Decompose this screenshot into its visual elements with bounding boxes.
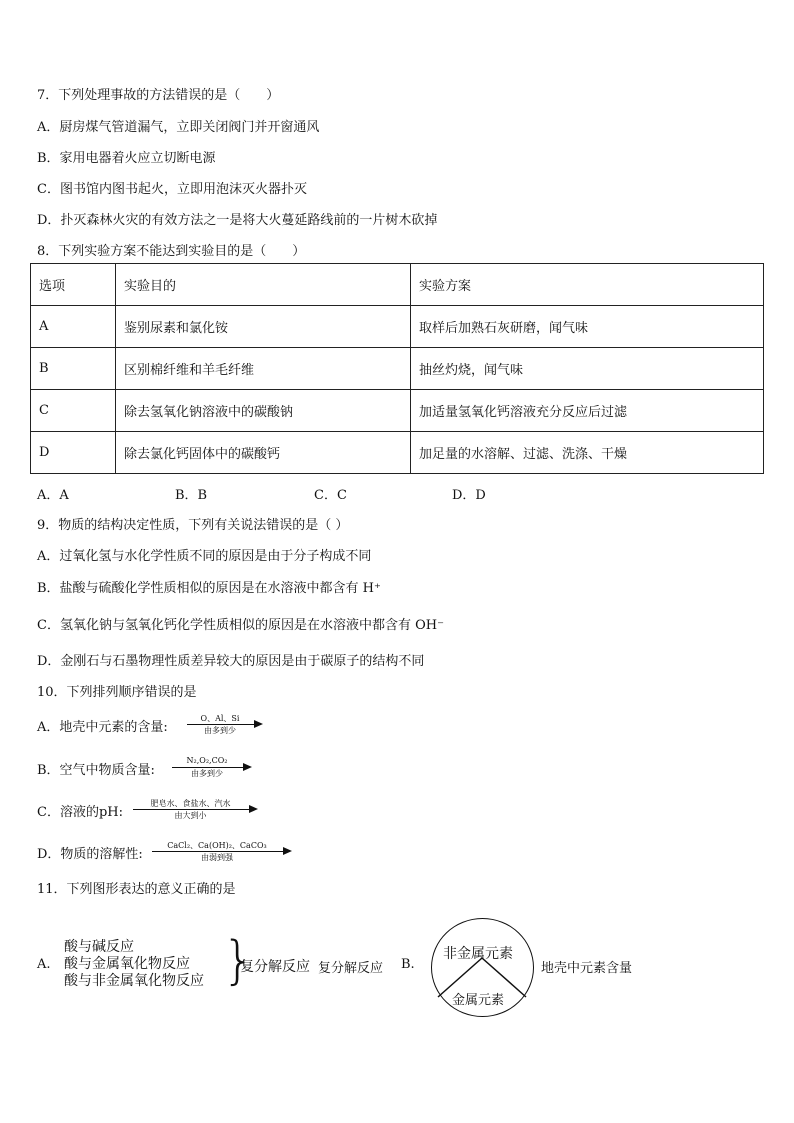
pie-label-nonmetal: 非金属元素 (443, 946, 513, 962)
q8-answer-b: B．B (175, 488, 208, 503)
q7-option-c: C．图书馆内图书起火，立即用泡沫灭火器扑灭 (37, 182, 307, 197)
table-cell: C (31, 390, 116, 432)
q7-option-a: A．厨房煤气管道漏气，立即关闭阀门并开窗通风 (37, 120, 320, 135)
arrow-top-label: 肥皂水、食盐水、汽水 (150, 799, 231, 808)
q10-option-a: A．地壳中元素的含量: (37, 720, 168, 735)
q8-answer-c: C．C (314, 488, 347, 503)
q9-stem: 9．物质的结构决定性质，下列有关说法错误的是（ ） (37, 518, 349, 533)
arrow-head-icon (254, 720, 263, 728)
right-brace-icon: } (222, 931, 256, 991)
q10-option-d: D．物质的溶解性: (37, 847, 143, 862)
table-header: 实验方案 (411, 264, 764, 306)
q11-a-item: 酸与金属氧化物反应 (64, 956, 190, 972)
table-header-row (31, 264, 764, 306)
table-cell: A (31, 306, 116, 348)
q11-b-after: 地壳中元素含量 (541, 961, 633, 976)
pie-label-metal: 金属元素 (452, 993, 505, 1008)
q10-option-b: B．空气中物质含量: (37, 763, 155, 778)
arrow-head-icon (243, 763, 252, 771)
q9-option-a: A．过氧化氢与水化学性质不同的原因是由于分子构成不同 (37, 549, 372, 564)
arrow-top-label: CaCl₂、Ca(OH)₂、CaCO₃ (167, 841, 267, 850)
table-cell: 取样后加熟石灰研磨，闻气味 (411, 306, 764, 348)
q9-option-d: D．金刚石与石墨物理性质差异较大的原因是由于碳原子的结构不同 (37, 654, 425, 669)
q7-stem: 7．下列处理事故的方法错误的是（ ） (37, 88, 280, 103)
table-header: 实验目的 (116, 264, 411, 306)
q11-option-a-label: A. (37, 957, 51, 972)
table-cell: 区别棉纤维和羊毛纤维 (116, 348, 411, 390)
arrow-top-label: N₂,O₂,CO₂ (186, 756, 228, 765)
experiment-table (30, 263, 764, 474)
q9-option-b: B．盐酸与硫酸化学性质相似的原因是在水溶液中都含有 H⁺ (37, 581, 381, 596)
q11-a-items (64, 939, 204, 990)
table-cell: 加适量氢氧化钙溶液充分反应后过滤 (411, 390, 764, 432)
table-cell: 加足量的水溶解、过滤、洗涤、干燥 (411, 432, 764, 474)
q11-stem: 11．下列图形表达的意义正确的是 (37, 882, 236, 897)
arrow-head-icon (249, 805, 258, 813)
q11-a-group: 复分解反应 (240, 959, 310, 975)
q11-a-item: 酸与非金属氧化物反应 (64, 973, 204, 989)
table-cell: 除去氢氧化钠溶液中的碳酸钠 (116, 390, 411, 432)
table-row (31, 348, 764, 390)
arrow-bottom-label: 由大到小 (174, 811, 207, 820)
q11-option-b-label: B. (401, 957, 415, 972)
table-row (31, 306, 764, 348)
arrow-head-icon (283, 847, 292, 855)
table-cell: 除去氯化钙固体中的碳酸钙 (116, 432, 411, 474)
table-cell: 抽丝灼烧，闻气味 (411, 348, 764, 390)
table-cell: B (31, 348, 116, 390)
q8-answer-a: A．A (37, 488, 69, 503)
q9-option-c: C．氢氧化钠与氢氧化钙化学性质相似的原因是在水溶液中都含有 OH⁻ (37, 618, 444, 633)
arrow-bottom-label: 由弱到强 (201, 853, 233, 862)
q7-option-b: B．家用电器着火应立切断电源 (37, 151, 216, 166)
arrow-top-label: O、Al、Si (200, 714, 240, 723)
table-header: 选项 (31, 264, 116, 306)
arrow-bottom-label: 由多到少 (191, 769, 223, 778)
q11-a-after: 复分解反应 (318, 961, 384, 976)
table-row (31, 390, 764, 432)
q10-stem: 10．下列排列顺序错误的是 (37, 685, 197, 700)
arrow-bottom-label: 由多到少 (204, 726, 236, 735)
q8-stem: 8．下列实验方案不能达到实验目的是（ ） (37, 244, 306, 259)
q7-option-d: D．扑灭森林火灾的有效方法之一是将大火蔓延路线前的一片树木砍掉 (37, 213, 438, 228)
table-cell: D (31, 432, 116, 474)
q8-answer-d: D．D (452, 488, 486, 503)
q11-a-item: 酸与碱反应 (64, 939, 134, 955)
table-cell: 鉴别尿素和氯化铵 (116, 306, 411, 348)
q10-option-c: C．溶液的pH: (37, 805, 123, 820)
table-row (31, 432, 764, 474)
